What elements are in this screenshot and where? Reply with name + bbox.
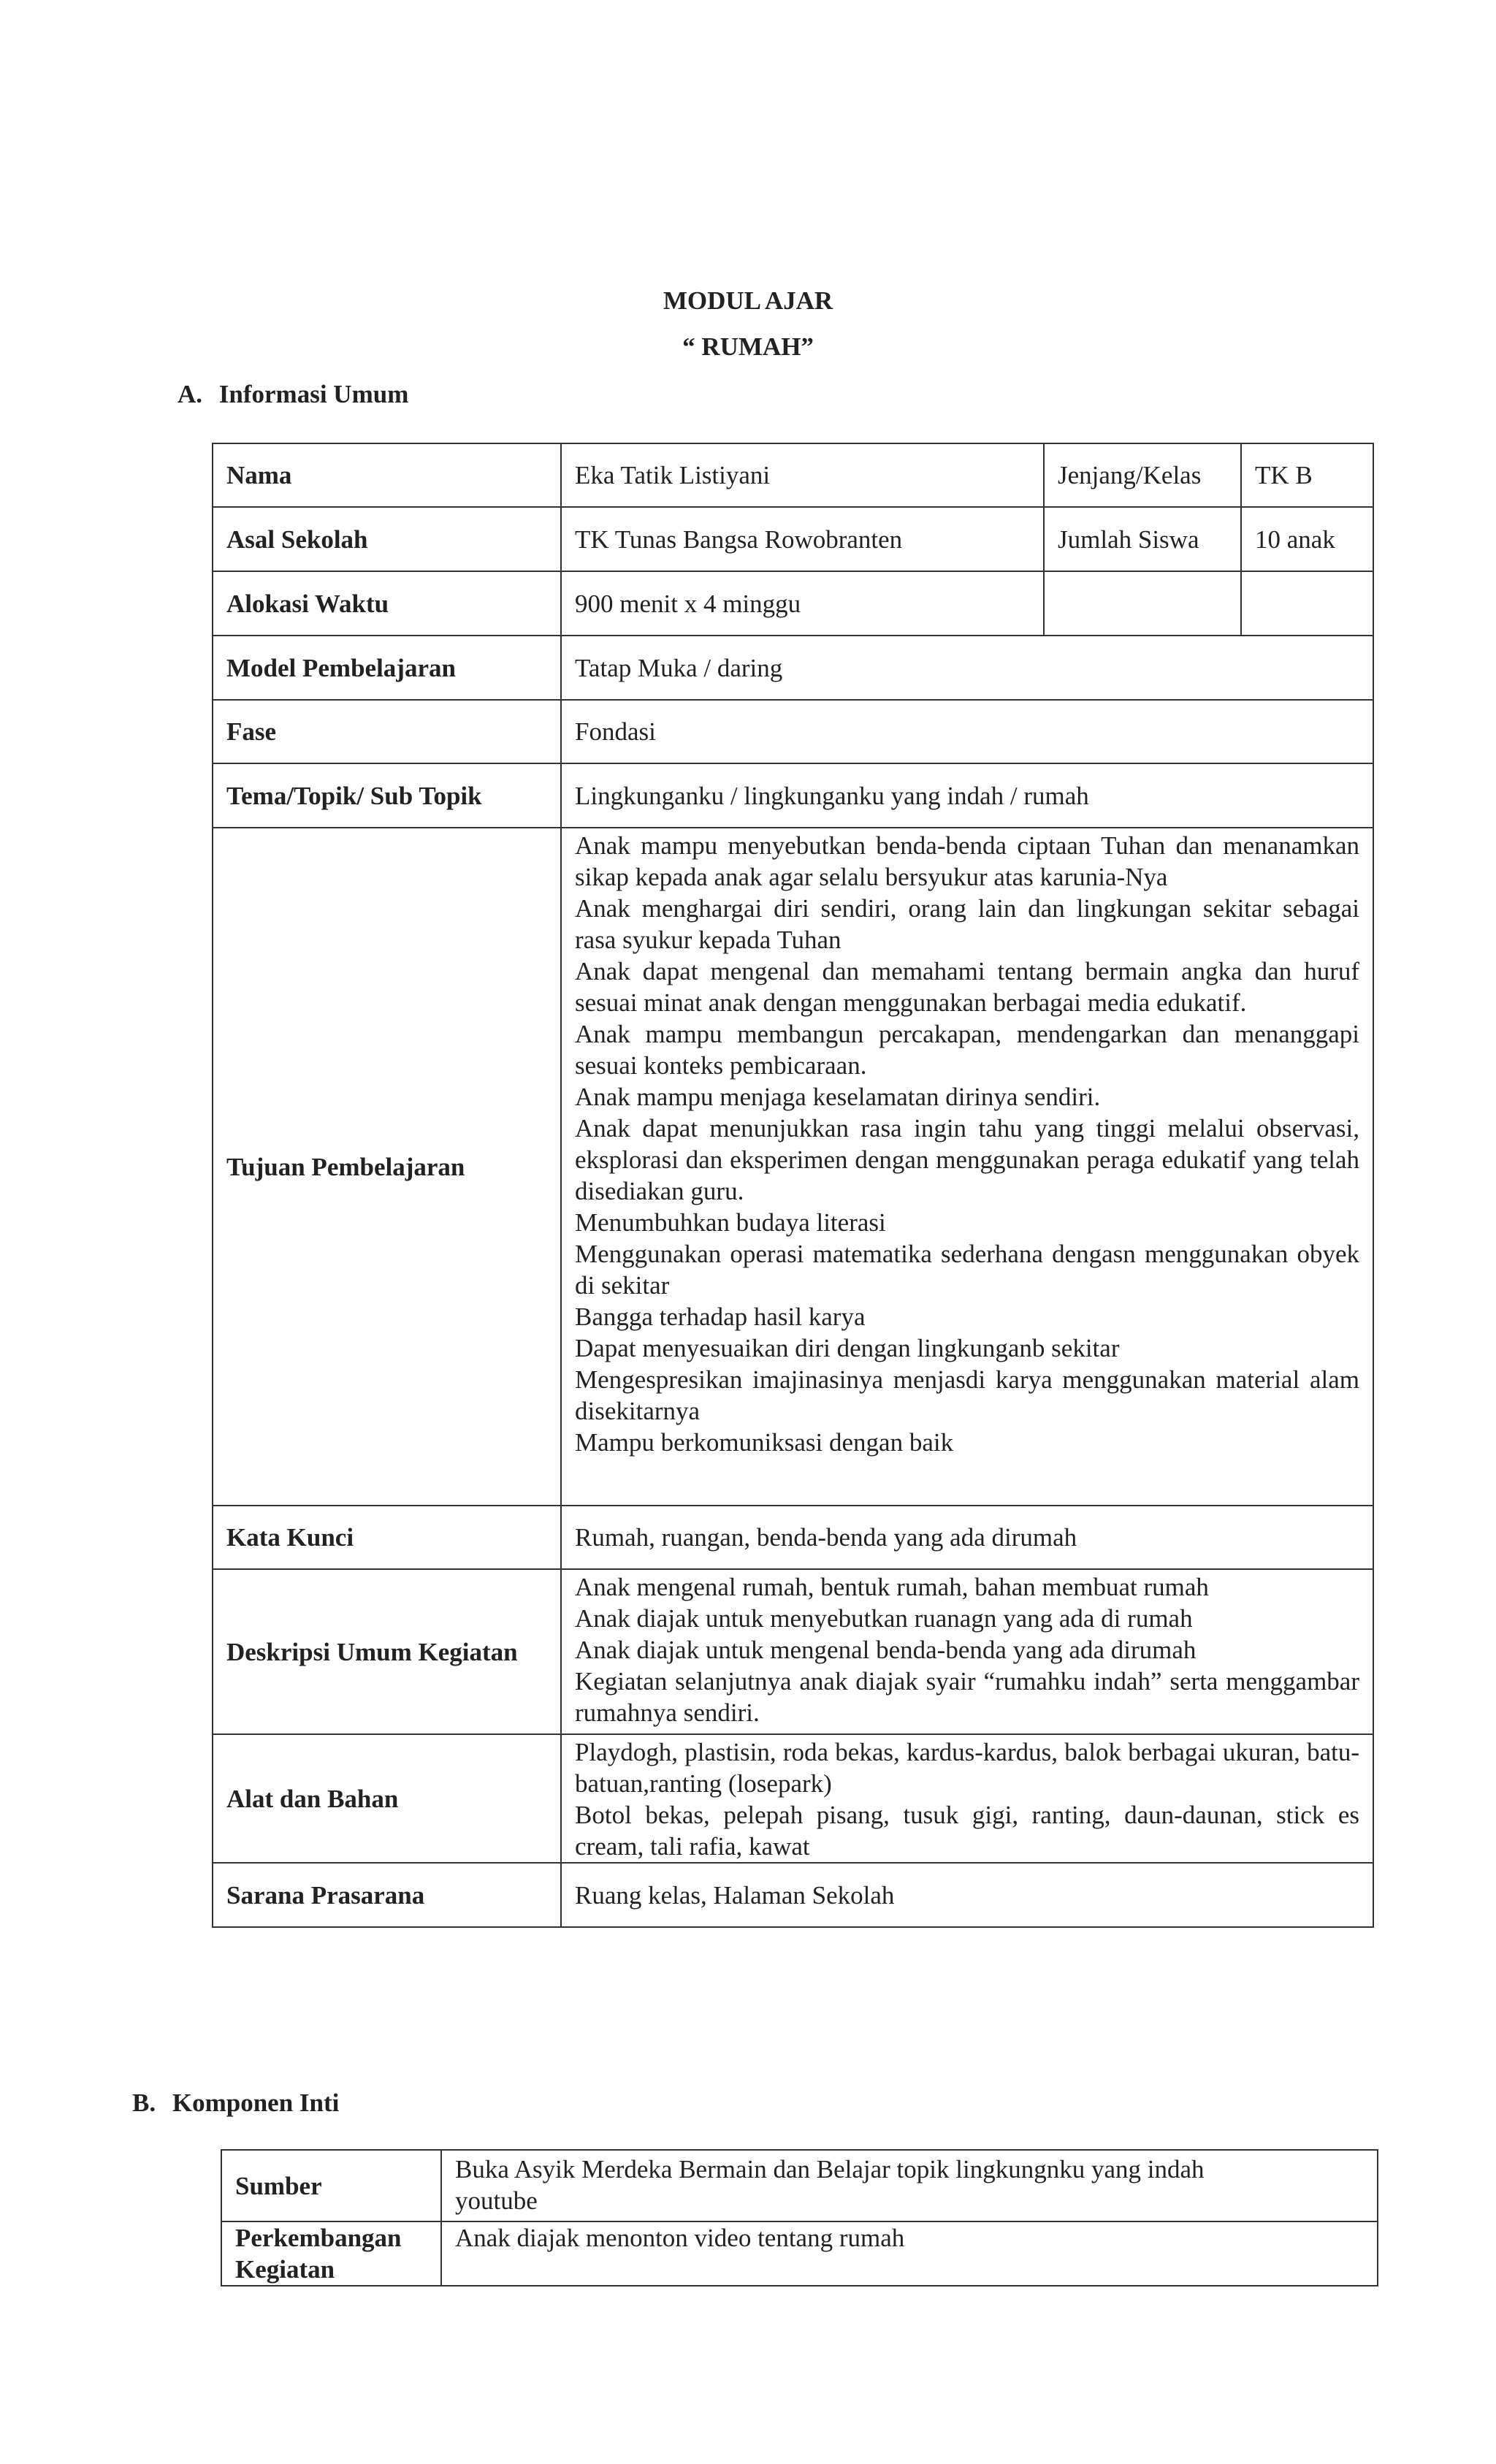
list-item: Bangga terhadap hasil karya [575, 1302, 866, 1331]
perkembangan-kegiatan-value: Anak diajak menonton video tentang rumah [441, 2221, 1378, 2286]
fase-value: Fondasi [561, 700, 1373, 763]
alokasi-waktu-value: 900 menit x 4 minggu [561, 571, 1044, 636]
table-row [213, 700, 1373, 763]
document-title: MODUL AJAR [663, 286, 833, 315]
list-item: Anak mampu menjaga keselamatan dirinya sendiri. [575, 1083, 1101, 1111]
kata-kunci-label: Kata Kunci [213, 1506, 561, 1569]
tujuan-pembelajaran-label: Tujuan Pembelajaran [213, 828, 561, 1506]
table-row [213, 1506, 1373, 1569]
table-row [213, 507, 1373, 571]
sumber-value-line: Buka Asyik Merdeka Bermain dan Belajar topik lingkungnku yang indah [455, 2155, 1205, 2183]
sarana-prasarana-value: Ruang kelas, Halaman Sekolah [561, 1863, 1373, 1927]
list-item: Botol bekas, pelepah pisang, tusuk gigi, ranting, daun-daunan, stick es cream, tali rafia, kawat [575, 1801, 1359, 1861]
deskripsi-umum-value [561, 1569, 1373, 1734]
nama-label: Nama [213, 443, 561, 507]
asal-sekolah-value: TK Tunas Bangsa Rowobranten [561, 507, 1044, 571]
alat-bahan-value [561, 1734, 1373, 1863]
tujuan-pembelajaran-value [561, 828, 1373, 1506]
alat-bahan-label: Alat dan Bahan [213, 1734, 561, 1863]
model-pembelajaran-value: Tatap Muka / daring [561, 636, 1373, 700]
list-item: Anak dapat menunjukkan rasa ingin tahu yang tinggi melalui observasi, eksplorasi dan eksperimen dengan menggunakan peraga edukatif yang telah disediakan guru. [575, 1114, 1359, 1205]
list-item: Anak diajak untuk menyebutkan ruanagn yang ada di rumah [575, 1604, 1193, 1633]
model-pembelajaran-label: Model Pembelajaran [213, 636, 561, 700]
table-row [213, 1863, 1373, 1927]
tema-value: Lingkunganku / lingkunganku yang indah / rumah [561, 763, 1373, 828]
fase-label: Fase [213, 700, 561, 763]
list-item: Dapat menyesuaikan diri dengan lingkunganb sekitar [575, 1334, 1120, 1362]
jenjang-kelas-value: TK B [1241, 443, 1373, 507]
section-b-number: B. [132, 2089, 156, 2117]
sarana-prasarana-label: Sarana Prasarana [213, 1863, 561, 1927]
section-a-title: Informasi Umum [218, 380, 409, 408]
kata-kunci-value: Rumah, ruangan, benda-benda yang ada dirumah [561, 1506, 1373, 1569]
list-item: Anak menghargai diri sendiri, orang lain dan lingkungan sekitar sebagai rasa syukur kepada Tuhan [575, 894, 1359, 954]
document-subtitle: “ RUMAH” [682, 332, 814, 361]
section-b-title: Komponen Inti [172, 2089, 340, 2117]
komponen-inti-table [221, 2149, 1378, 2286]
perkembangan-kegiatan-label [221, 2221, 441, 2286]
asal-sekolah-label: Asal Sekolah [213, 507, 561, 571]
table-row [221, 2150, 1378, 2221]
list-item: Kegiatan selanjutnya anak diajak syair “rumahku indah” serta menggambar rumahnya sendiri. [575, 1667, 1359, 1727]
tema-label: Tema/Topik/ Sub Topik [213, 763, 561, 828]
label-line: Kegiatan [235, 2255, 335, 2284]
table-row [213, 828, 1373, 1506]
table-row [213, 571, 1373, 636]
empty-cell [1241, 571, 1373, 636]
list-item: Mampu berkomuniksasi dengan baik [575, 1428, 954, 1457]
list-item: Anak dapat mengenal dan memahami tentang bermain angka dan huruf sesuai minat anak dengan menggunakan berbagai media edukatif. [575, 957, 1359, 1017]
sumber-value [441, 2150, 1378, 2221]
table-row [213, 443, 1373, 507]
list-item: Anak mampu membangun percakapan, mendengarkan dan menanggapi sesuai konteks pembicaraan. [575, 1020, 1359, 1080]
table-row [213, 1569, 1373, 1734]
list-item: Menggunakan operasi matematika sederhana dengasn menggunakan obyek di sekitar [575, 1240, 1359, 1300]
empty-cell [1044, 571, 1241, 636]
table-row [221, 2221, 1378, 2286]
sumber-value-line: youtube [455, 2186, 538, 2215]
list-item: Anak mengenal rumah, bentuk rumah, bahan membuat rumah [575, 1573, 1209, 1601]
section-b-heading [132, 2089, 339, 2118]
sumber-label: Sumber [221, 2150, 441, 2221]
list-item: Anak diajak untuk mengenal benda-benda yang ada dirumah [575, 1636, 1197, 1664]
section-a-heading [178, 380, 408, 409]
label-line: Perkembangan [235, 2224, 402, 2252]
jumlah-siswa-label: Jumlah Siswa [1044, 507, 1241, 571]
deskripsi-umum-label: Deskripsi Umum Kegiatan [213, 1569, 561, 1734]
list-item: Anak mampu menyebutkan benda-benda ciptaan Tuhan dan menanamkan sikap kepada anak agar selalu bersyukur atas karunia-Nya [575, 831, 1359, 891]
jenjang-kelas-label: Jenjang/Kelas [1044, 443, 1241, 507]
nama-value: Eka Tatik Listiyani [561, 443, 1044, 507]
section-a-number: A. [178, 380, 203, 408]
alokasi-waktu-label: Alokasi Waktu [213, 571, 561, 636]
table-row [213, 1734, 1373, 1863]
list-item: Menumbuhkan budaya literasi [575, 1208, 886, 1237]
list-item: Mengespresikan imajinasinya menjasdi karya menggunakan material alam disekitarnya [575, 1365, 1359, 1425]
jumlah-siswa-value: 10 anak [1241, 507, 1373, 571]
table-row [213, 636, 1373, 700]
list-item: Playdogh, plastisin, roda bekas, kardus-kardus, balok berbagai ukuran, batu-batuan,ranting (losepark) [575, 1738, 1359, 1798]
informasi-umum-table [212, 443, 1374, 1928]
table-row [213, 763, 1373, 828]
